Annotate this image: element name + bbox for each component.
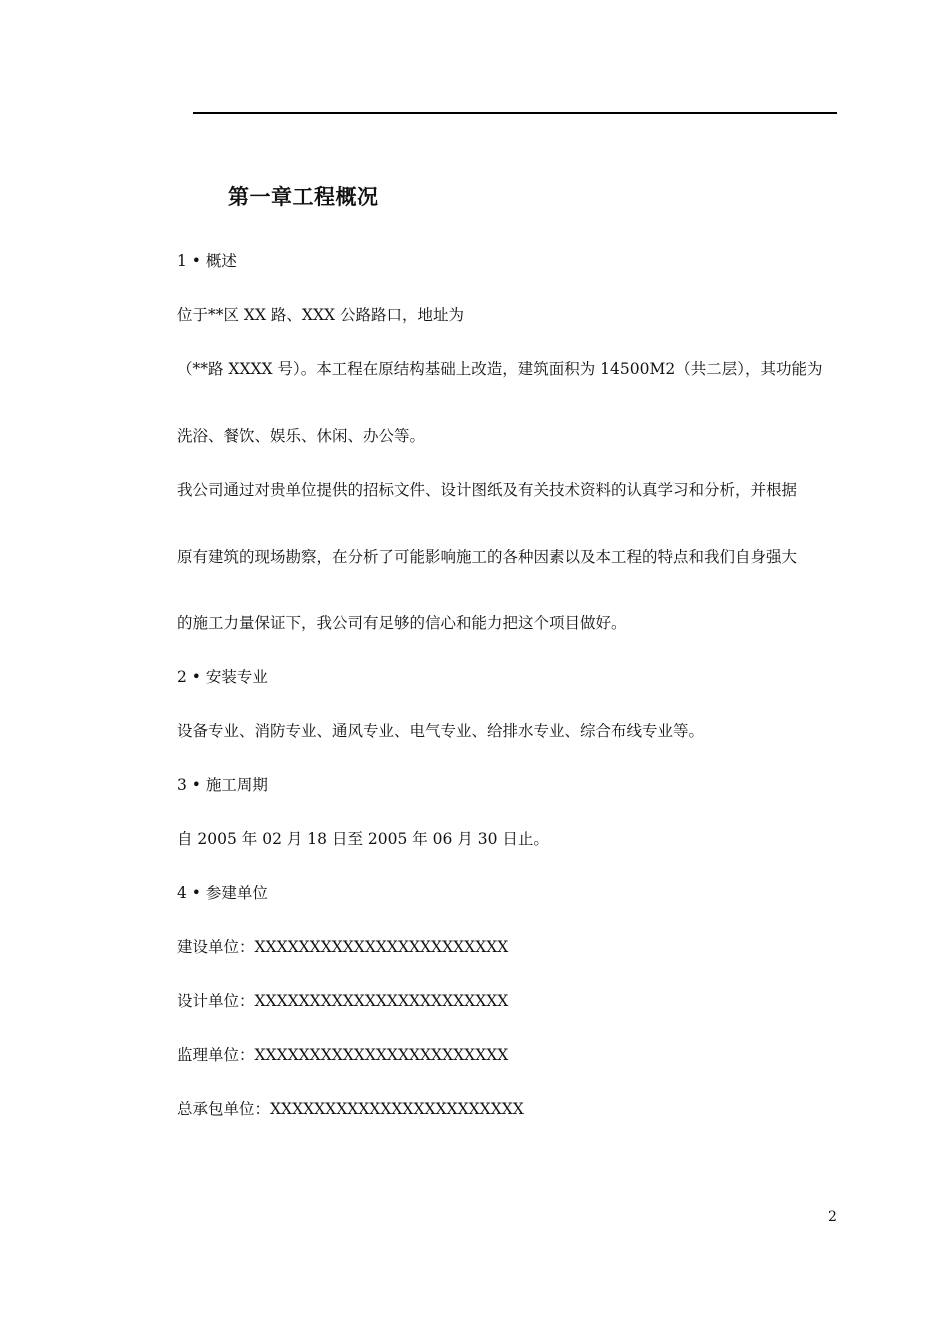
paragraph-line: （**路 XXXX 号）。本工程在原结构基础上改造，建筑面积为 14500M2（共二层），其功能为 (177, 360, 823, 378)
paragraph-line: 原有建筑的现场勘察，在分析了可能影响施工的各种因素以及本工程的特点和我们自身强大 (177, 548, 798, 566)
chapter-title: 第一章工程概况 (228, 185, 379, 209)
paragraph-line: 自 2005 年 02 月 18 日至 2005 年 06 月 30 日止。 (177, 830, 549, 848)
page-number: 2 (828, 1209, 837, 1225)
section-1-heading: 1 • 概述 (177, 252, 237, 270)
header-rule (193, 112, 837, 114)
section-4-heading: 4 • 参建单位 (177, 884, 268, 902)
participant-line: 总承包单位：XXXXXXXXXXXXXXXXXXXXXXX (177, 1100, 524, 1118)
paragraph-line: 洗浴、餐饮、娱乐、休闲、办公等。 (177, 427, 426, 445)
paragraph-line: 位于**区 XX 路、XXX 公路路口，地址为 (177, 306, 464, 324)
section-2-heading: 2 • 安装专业 (177, 668, 268, 686)
participant-line: 监理单位：XXXXXXXXXXXXXXXXXXXXXXX (177, 1046, 509, 1064)
participant-line: 建设单位：XXXXXXXXXXXXXXXXXXXXXXX (177, 938, 509, 956)
paragraph-line: 的施工力量保证下，我公司有足够的信心和能力把这个项目做好。 (177, 614, 627, 632)
paragraph-line: 我公司通过对贵单位提供的招标文件、设计图纸及有关技术资料的认真学习和分析，并根据 (177, 481, 798, 499)
paragraph-line: 设备专业、消防专业、通风专业、电气专业、给排水专业、综合布线专业等。 (177, 722, 705, 740)
participant-line: 设计单位：XXXXXXXXXXXXXXXXXXXXXXX (177, 992, 509, 1010)
section-3-heading: 3 • 施工周期 (177, 776, 268, 794)
